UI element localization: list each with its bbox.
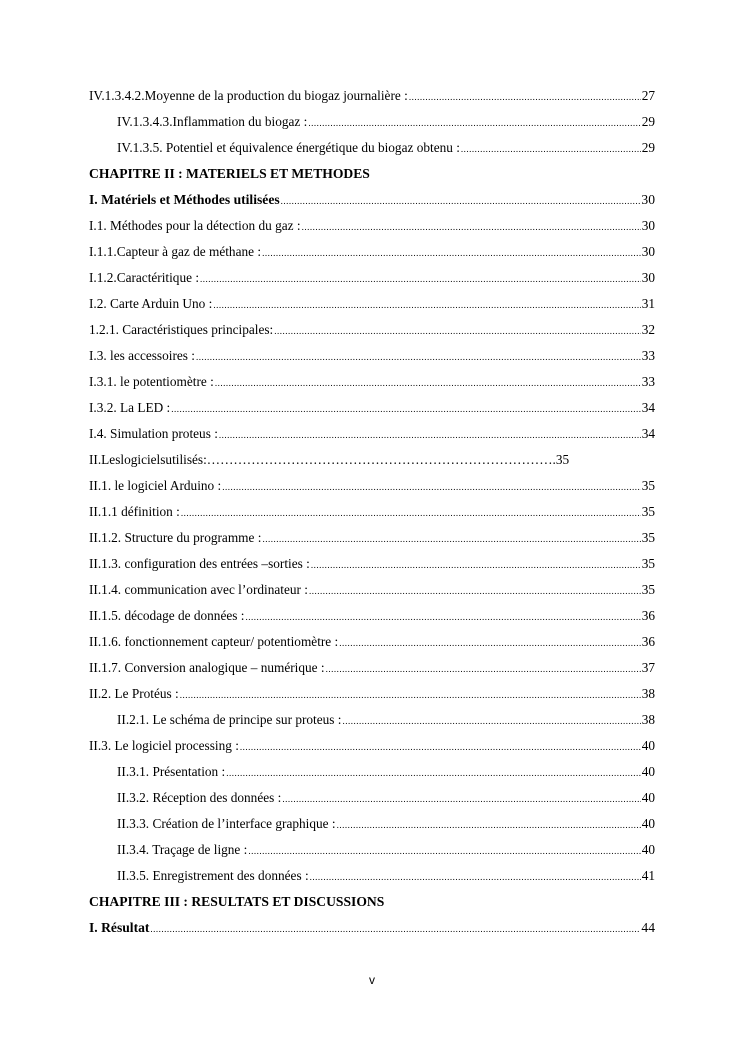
dot-leader — [311, 555, 641, 575]
chapter-heading[interactable] — [89, 892, 655, 918]
dot-leader — [262, 529, 640, 549]
dot-leader — [200, 269, 641, 289]
toc-entry-label: I.1.1.Capteur à gaz de méthane : — [89, 244, 262, 259]
toc-entry-page: 29 — [641, 140, 655, 155]
toc-entry[interactable] — [89, 866, 655, 892]
toc-entry-label: I.2. Carte Arduin Uno : — [89, 296, 213, 311]
toc-entry[interactable] — [89, 658, 655, 684]
toc-entry[interactable] — [89, 86, 655, 112]
toc-entry-page: 33 — [641, 374, 655, 389]
toc-entry-page: 41 — [641, 868, 655, 883]
toc-entry-label: II.3.3. Création de l’interface graphique : — [117, 816, 336, 831]
dot-leader — [180, 685, 641, 705]
toc-entry-page: 30 — [641, 218, 655, 233]
dot-leader — [281, 191, 641, 211]
toc-entry-label: I. Matériels et Méthodes utilisées — [89, 192, 280, 207]
toc-entry[interactable] — [89, 710, 655, 736]
toc-entry-page: 38 — [641, 686, 655, 701]
toc-entry[interactable] — [89, 814, 655, 840]
toc-entry-label: I.1. Méthodes pour la détection du gaz : — [89, 218, 301, 233]
dot-leader — [215, 373, 641, 393]
toc-entry-label: 1.2.1. Caractéristiques principales: — [89, 322, 274, 337]
toc-entry-page: 36 — [641, 634, 655, 649]
toc-entry[interactable] — [89, 294, 655, 320]
toc-entry-label: CHAPITRE III : RESULTATS ET DISCUSSIONS — [89, 894, 385, 909]
toc-entry-page: 30 — [641, 244, 655, 259]
dot-leader — [240, 737, 641, 757]
dot-leader — [309, 581, 641, 601]
toc-entry[interactable] — [89, 840, 655, 866]
dot-leader — [213, 295, 640, 315]
toc-entry-label: II.3.4. Traçage de ligne : — [117, 842, 248, 857]
toc-entry-page: 30 — [641, 270, 655, 285]
toc-entry[interactable] — [89, 424, 655, 450]
toc-entry-page: 37 — [641, 660, 655, 675]
toc-entry-label: II.1.3. configuration des entrées –sorties : — [89, 556, 310, 571]
toc-entry-label: I.3. les accessoires : — [89, 348, 195, 363]
dot-leader — [219, 425, 641, 445]
dot-leader — [262, 243, 641, 263]
dot-leader — [310, 867, 641, 887]
toc-entry-label: II.2. Le Protéus : — [89, 686, 179, 701]
dot-leader — [181, 503, 641, 523]
toc-entry-page: 30 — [641, 192, 655, 207]
toc-entry[interactable] — [89, 528, 655, 554]
toc-entry-label: II.Leslogicielsutilisés:…………………………………………………………………….35 — [89, 452, 570, 467]
toc-entry-label: II.1. le logiciel Arduino : — [89, 478, 222, 493]
toc-entry-label: CHAPITRE II : MATERIELS ET METHODES — [89, 166, 370, 181]
toc-entry[interactable] — [89, 112, 655, 138]
toc-entry-label: II.1.7. Conversion analogique – numérique : — [89, 660, 325, 675]
chapter-heading[interactable] — [89, 164, 655, 190]
toc-entry[interactable] — [89, 476, 655, 502]
dot-leader — [248, 841, 640, 861]
dot-leader — [222, 477, 641, 497]
toc-entry[interactable] — [89, 918, 655, 944]
dot-leader — [308, 113, 640, 133]
toc-entry-label: IV.1.3.5. Potentiel et équivalence énergétique du biogaz obtenu : — [117, 140, 460, 155]
toc-entry-page: 35 — [641, 556, 655, 571]
dot-leader — [302, 217, 641, 237]
toc-entry-page: 40 — [641, 738, 655, 753]
toc-entry[interactable] — [89, 398, 655, 424]
toc-entry[interactable] — [89, 372, 655, 398]
toc-entry-page: 34 — [641, 426, 655, 441]
dot-leader — [326, 659, 641, 679]
toc-entry[interactable] — [89, 632, 655, 658]
toc-entry[interactable] — [89, 216, 655, 242]
toc-entry-label: II.1.1 définition : — [89, 504, 180, 519]
toc-entry[interactable] — [89, 788, 655, 814]
toc-entry-page: 32 — [641, 322, 655, 337]
toc-entry-label: IV.1.3.4.3.Inflammation du biogaz : — [117, 114, 308, 129]
dot-leader — [245, 607, 640, 627]
toc-entry-page: 35 — [641, 478, 655, 493]
toc-entry-page: 35 — [641, 504, 655, 519]
toc-entry[interactable] — [89, 762, 655, 788]
dot-leader — [337, 815, 641, 835]
toc-entry-page: 29 — [641, 114, 655, 129]
toc-entry-label: I. Résultat — [89, 920, 150, 935]
toc-entry-page: 44 — [641, 920, 655, 935]
toc-entry-page: 35 — [641, 530, 655, 545]
toc-entry-label: II.1.5. décodage de données : — [89, 608, 245, 623]
toc-entry-label: II.3. Le logiciel processing : — [89, 738, 239, 753]
dot-leader — [282, 789, 640, 809]
toc-entry[interactable] — [89, 138, 655, 164]
toc-entry[interactable] — [89, 450, 655, 476]
toc-entry-page: 36 — [641, 608, 655, 623]
dot-leader — [274, 321, 640, 341]
toc-entry[interactable] — [89, 606, 655, 632]
toc-entry-label: II.2.1. Le schéma de principe sur proteus : — [117, 712, 342, 727]
toc-entry[interactable] — [89, 684, 655, 710]
table-of-contents — [89, 86, 655, 944]
toc-entry-page: 35 — [641, 582, 655, 597]
toc-entry-label: II.1.6. fonctionnement capteur/ potentiomètre : — [89, 634, 339, 649]
toc-entry-page: 40 — [641, 764, 655, 779]
toc-entry[interactable] — [89, 580, 655, 606]
toc-entry-page: 34 — [641, 400, 655, 415]
toc-entry-page: 40 — [641, 790, 655, 805]
toc-entry-page: 38 — [641, 712, 655, 727]
toc-entry-label: I.3.2. La LED : — [89, 400, 171, 415]
toc-entry-label: II.3.2. Réception des données : — [117, 790, 282, 805]
dot-leader — [409, 87, 641, 107]
toc-entry-page: 40 — [641, 816, 655, 831]
toc-entry-label: IV.1.3.4.2.Moyenne de la production du biogaz journalière : — [89, 88, 408, 103]
toc-entry-page: 40 — [641, 842, 655, 857]
dot-leader — [171, 399, 640, 419]
dot-leader — [339, 633, 640, 653]
dot-leader — [343, 711, 641, 731]
toc-entry-label: I.4. Simulation proteus : — [89, 426, 218, 441]
toc-entry-page: 33 — [641, 348, 655, 363]
toc-entry-label: I.1.2.Caractéritique : — [89, 270, 200, 285]
toc-entry-page: 27 — [641, 88, 655, 103]
toc-entry-label: II.3.1. Présentation : — [117, 764, 226, 779]
toc-entry[interactable] — [89, 502, 655, 528]
toc-entry[interactable] — [89, 242, 655, 268]
dot-leader — [461, 139, 641, 159]
page-number: v — [369, 973, 375, 987]
toc-entry-page: 31 — [641, 296, 655, 311]
dot-leader — [196, 347, 641, 367]
toc-entry[interactable] — [89, 554, 655, 580]
dot-leader — [226, 763, 641, 783]
toc-entry-label: II.1.2. Structure du programme : — [89, 530, 262, 545]
toc-entry[interactable] — [89, 268, 655, 294]
toc-entry[interactable] — [89, 190, 655, 216]
toc-entry-label: I.3.1. le potentiomètre : — [89, 374, 214, 389]
toc-entry[interactable] — [89, 320, 655, 346]
toc-entry-label: II.1.4. communication avec l’ordinateur : — [89, 582, 308, 597]
toc-entry[interactable] — [89, 346, 655, 372]
toc-entry[interactable] — [89, 736, 655, 762]
dot-leader — [150, 919, 640, 939]
toc-entry-label: II.3.5. Enregistrement des données : — [117, 868, 309, 883]
